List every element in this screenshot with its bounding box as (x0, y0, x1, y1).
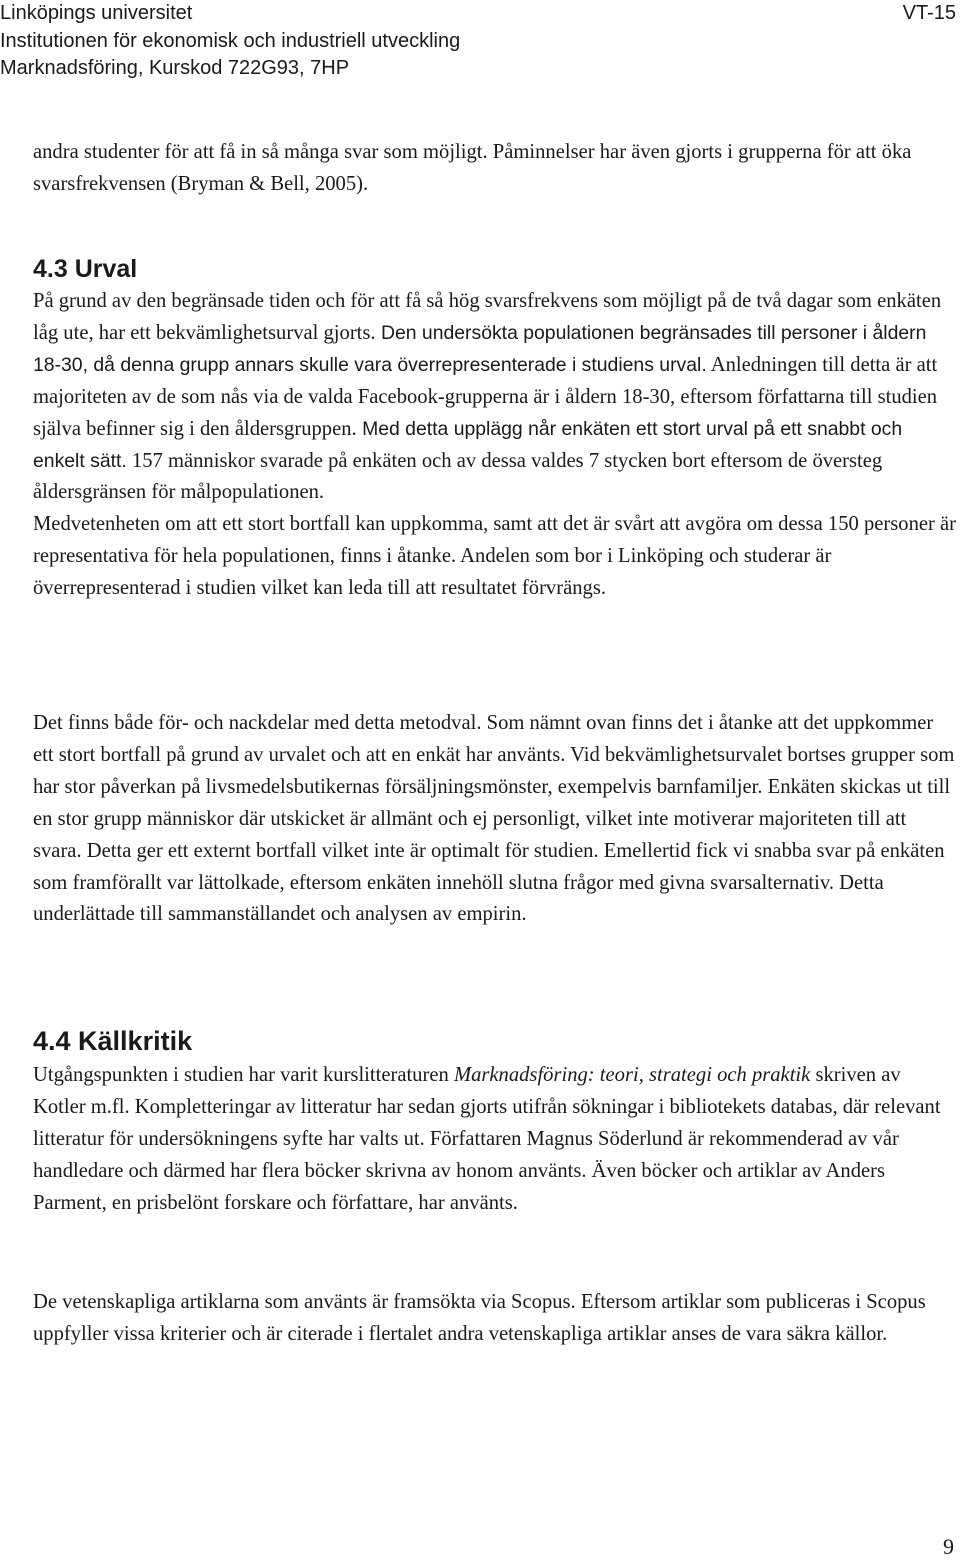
page-header (0, 0, 960, 83)
urval-paragraph-2: Medvetenheten om att ett stort bortfall kan uppkomma, samt att det är svårt att avgöra om dessa 150 personer är representativa för hela populationen, finns i åtanke. Andelen som bor i Linköping och studerar är överrepresenterad i studien vilket kan leda till att resultatet förvrängs. (33, 513, 957, 600)
urval-text-c: Anledningen till detta är att majoriteten av de som nås via de valda Facebook-grupperna är i åldern 18-30, eftersom författarna till studien själva befinner sig i den åldersgruppen. (33, 353, 938, 440)
intro-paragraph (33, 137, 957, 201)
intro-text: andra studenter för att få in så många svar som möjligt. Påminnelser har även gjorts i grupperna för att öka svarsfrekvensen (Bryman & Bell, 2005). (33, 141, 912, 195)
page-number: 9 (943, 1534, 954, 1559)
section-heading-kallkritik: 4.4 Källkritik (33, 1026, 193, 1056)
urval-paragraph-1 (33, 286, 957, 605)
kallkritik-paragraph-2-text: De vetenskapliga artiklarna som använts är framsökta via Scopus. Eftersom artiklar som publiceras i Scopus uppfyller vissa kriterier och är citerade i flertalet andra vetenskapliga artiklar anses de vara säkra källor. (33, 1291, 926, 1345)
kallkritik-text-before: Utgångspunkten i studien har varit kurslitteraturen (33, 1064, 454, 1086)
urval-text-b: Den undersökta populationen begränsades till personer i åldern 18-30, då denna grupp annars skulle vara överrepresenterade i studiens urval. (33, 321, 927, 376)
urval-text-e: 157 människor svarade på enkäten och av dessa valdes 7 stycken bort eftersom de översteg åldersgränsen för målpopulationen. (33, 449, 883, 504)
department-name: Institutionen för ekonomisk och industriell utveckling (0, 29, 461, 52)
kallkritik-paragraph-2 (33, 1287, 957, 1351)
university-name: Linköpings universitet (0, 2, 193, 24)
kallkritik-book-title: Marknadsföring: teori, strategi och praktik (453, 1064, 811, 1086)
kallkritik-paragraph-1 (33, 1060, 957, 1220)
term-code: VT-15 (902, 2, 956, 24)
urval-text-a: På grund av den begränsade tiden och för att få så hög svarsfrekvens som möjligt på de två dagar som enkäten låg ute, har ett bekvämlighetsurval gjorts. (33, 290, 942, 344)
section-heading-urval: 4.3 Urval (33, 255, 138, 283)
course-info: Marknadsföring, Kurskod 722G93, 7HP (0, 57, 350, 79)
urval-paragraph-3 (33, 708, 957, 931)
kallkritik-text-after: skriven av Kotler m.fl. Kompletteringar av litteratur har sedan gjorts utifrån sökningar i bibliotekets databas, där relevant litteratur för undersökningens syfte har valts ut. Författaren Magnus Söderlund är rekommenderad av vår handledare och därmed har flera böcker skrivna av honom använts. Även böcker och artiklar av Anders Parment, en prisbelönt forskare och författare, har använts. (33, 1064, 941, 1214)
urval-paragraph-3-text: Det finns både för- och nackdelar med detta metodval. Som nämnt ovan finns det i åtanke att det uppkommer ett stort bortfall på grund av urvalet och att en enkät har använts. Vid bekvämlighetsurvalet bortses grupper som har stor påverkan på livsmedelsbutikernas försäljningsmönster, exempelvis barnfamiljer. Enkäten skickas ut till en stor grupp människor där utskicket är allmänt och ej personligt, vilket inte motiverar majoriteten till att svara. Detta ger ett externt bortfall vilket inte är optimalt för studien. Emellertid fick vi snabba svar på enkäten som framförallt var lättolkade, eftersom enkäten innehöll slutna frågor med givna svarsalternativ. Detta underlättade till sammanställandet och analysen av empirin. (33, 712, 955, 926)
urval-text-d: Med detta upplägg når enkäten ett stort urval på ett snabbt och enkelt sätt. (33, 417, 903, 472)
